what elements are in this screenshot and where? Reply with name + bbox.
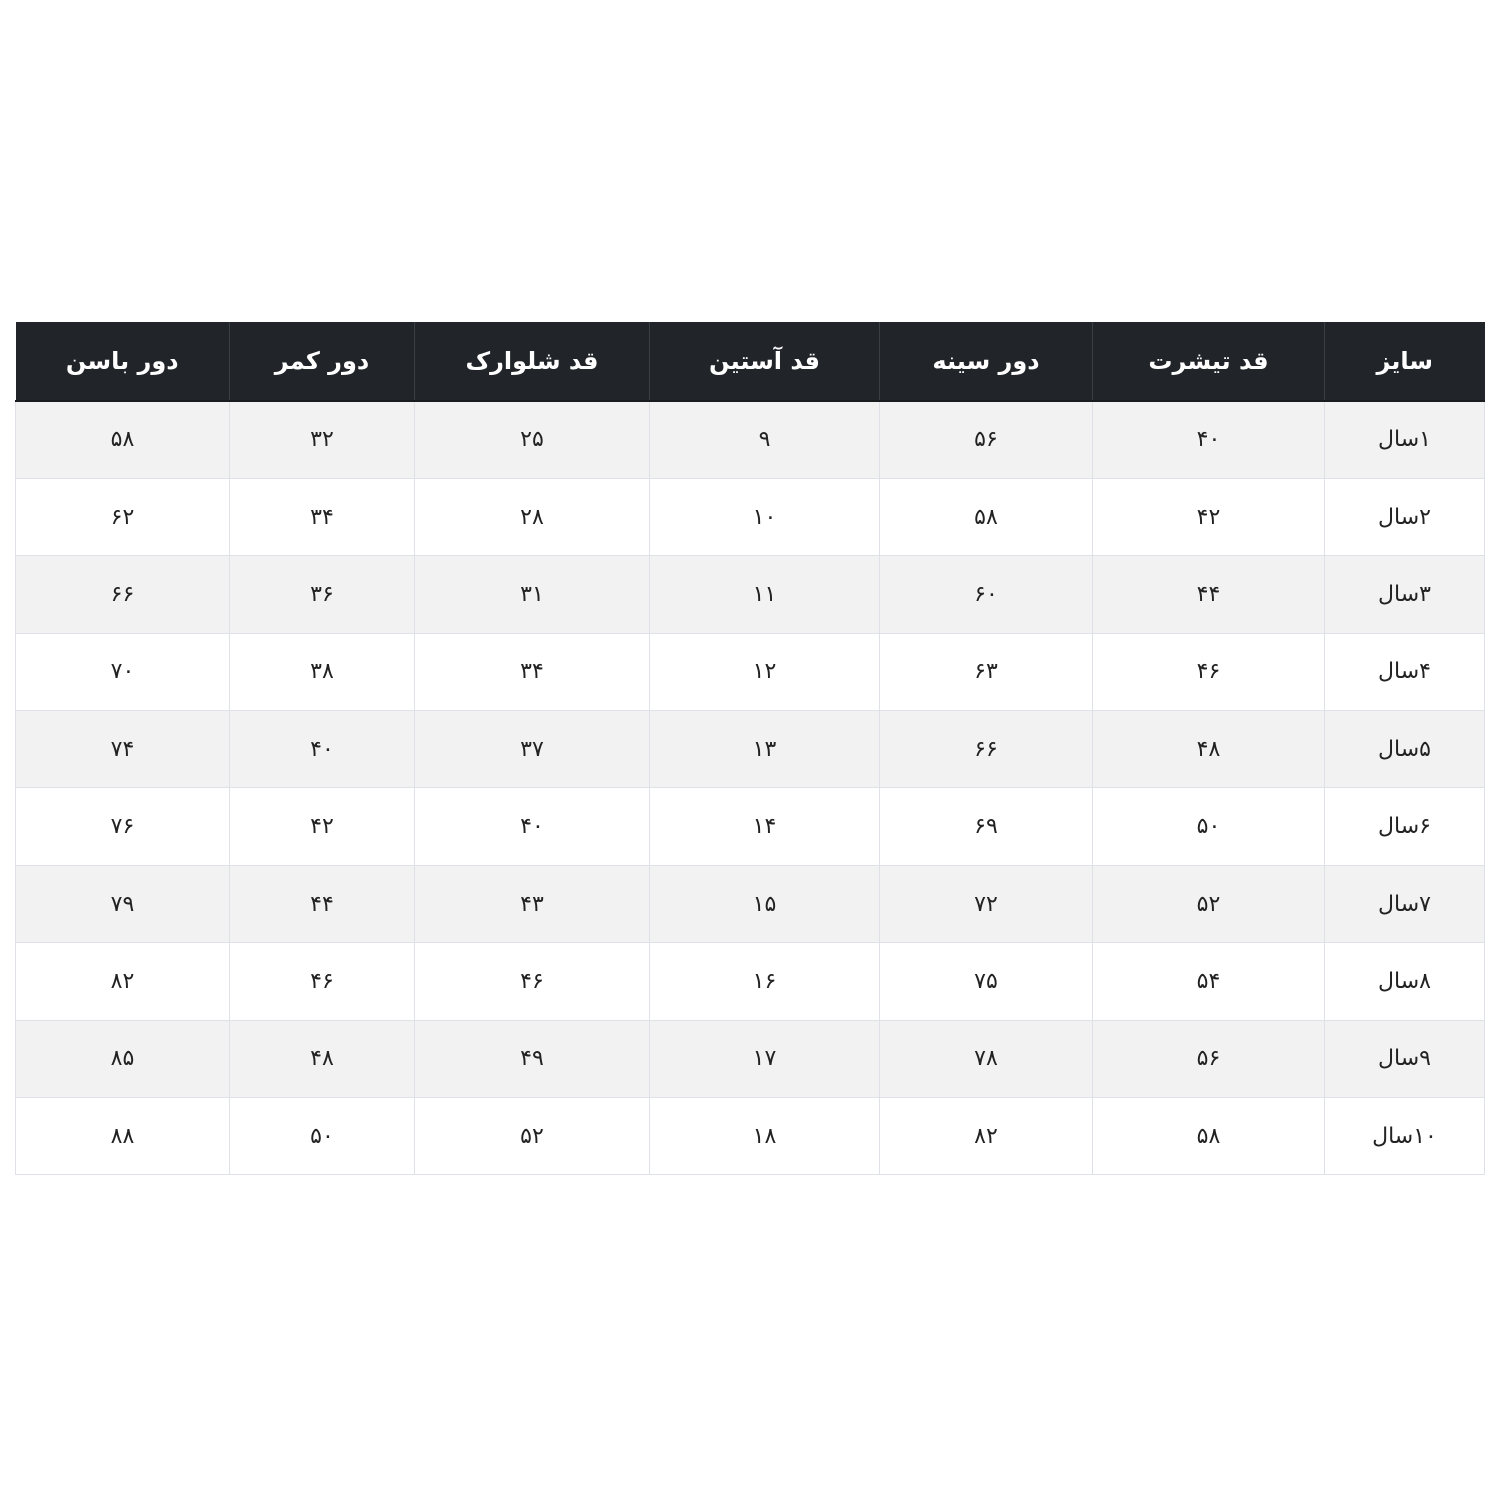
cell-size: ۲سال: [1325, 478, 1485, 555]
cell-size: ۱۰سال: [1325, 1098, 1485, 1175]
cell-sleeve-length: ۱۱: [650, 556, 880, 633]
cell-waist: ۳۸: [230, 633, 415, 710]
cell-shorts-length: ۴۹: [415, 1020, 650, 1097]
cell-sleeve-length: ۱۶: [650, 943, 880, 1020]
cell-shorts-length: ۴۶: [415, 943, 650, 1020]
cell-shorts-length: ۳۷: [415, 711, 650, 788]
table-header: [16, 322, 1485, 401]
cell-tshirt-length: ۵۲: [1093, 865, 1325, 942]
cell-hip: ۶۶: [16, 556, 230, 633]
cell-tshirt-length: ۴۰: [1093, 401, 1325, 478]
header-shorts-length: قد شلوارک: [415, 322, 650, 401]
cell-shorts-length: ۲۸: [415, 478, 650, 555]
cell-hip: ۵۸: [16, 401, 230, 478]
cell-hip: ۷۶: [16, 788, 230, 865]
cell-waist: ۴۶: [230, 943, 415, 1020]
cell-shorts-length: ۳۱: [415, 556, 650, 633]
table-row: [16, 788, 1485, 865]
cell-waist: ۳۶: [230, 556, 415, 633]
cell-sleeve-length: ۹: [650, 401, 880, 478]
header-chest: دور سینه: [880, 322, 1093, 401]
cell-sleeve-length: ۱۸: [650, 1098, 880, 1175]
cell-sleeve-length: ۱۵: [650, 865, 880, 942]
cell-sleeve-length: ۱۳: [650, 711, 880, 788]
cell-chest: ۷۲: [880, 865, 1093, 942]
cell-tshirt-length: ۵۴: [1093, 943, 1325, 1020]
table-row: [16, 711, 1485, 788]
cell-shorts-length: ۲۵: [415, 401, 650, 478]
table-row: [16, 633, 1485, 710]
cell-chest: ۶۶: [880, 711, 1093, 788]
header-waist: دور کمر: [230, 322, 415, 401]
cell-shorts-length: ۳۴: [415, 633, 650, 710]
cell-chest: ۸۲: [880, 1098, 1093, 1175]
cell-sleeve-length: ۱۲: [650, 633, 880, 710]
header-sleeve-length: قد آستین: [650, 322, 880, 401]
cell-sleeve-length: ۱۷: [650, 1020, 880, 1097]
cell-size: ۸سال: [1325, 943, 1485, 1020]
cell-hip: ۸۸: [16, 1098, 230, 1175]
cell-chest: ۶۰: [880, 556, 1093, 633]
cell-sleeve-length: ۱۰: [650, 478, 880, 555]
header-size: سایز: [1325, 322, 1485, 401]
cell-waist: ۵۰: [230, 1098, 415, 1175]
cell-waist: ۴۲: [230, 788, 415, 865]
cell-waist: ۴۸: [230, 1020, 415, 1097]
cell-chest: ۵۶: [880, 401, 1093, 478]
cell-tshirt-length: ۴۶: [1093, 633, 1325, 710]
cell-tshirt-length: ۴۸: [1093, 711, 1325, 788]
cell-size: ۴سال: [1325, 633, 1485, 710]
cell-size: ۹سال: [1325, 1020, 1485, 1097]
cell-hip: ۷۴: [16, 711, 230, 788]
cell-tshirt-length: ۴۴: [1093, 556, 1325, 633]
cell-chest: ۷۸: [880, 1020, 1093, 1097]
cell-size: ۱سال: [1325, 401, 1485, 478]
size-chart-table: [15, 322, 1485, 1175]
cell-waist: ۳۲: [230, 401, 415, 478]
cell-hip: ۷۹: [16, 865, 230, 942]
cell-chest: ۷۵: [880, 943, 1093, 1020]
cell-chest: ۶۹: [880, 788, 1093, 865]
cell-waist: ۴۰: [230, 711, 415, 788]
cell-chest: ۵۸: [880, 478, 1093, 555]
cell-shorts-length: ۵۲: [415, 1098, 650, 1175]
cell-size: ۳سال: [1325, 556, 1485, 633]
table-row: [16, 943, 1485, 1020]
header-hip: دور باسن: [16, 322, 230, 401]
table-row: [16, 1098, 1485, 1175]
cell-hip: ۸۲: [16, 943, 230, 1020]
table-row: [16, 478, 1485, 555]
header-row: [16, 322, 1485, 401]
table-row: [16, 1020, 1485, 1097]
cell-shorts-length: ۴۳: [415, 865, 650, 942]
cell-tshirt-length: ۵۰: [1093, 788, 1325, 865]
cell-shorts-length: ۴۰: [415, 788, 650, 865]
cell-chest: ۶۳: [880, 633, 1093, 710]
cell-hip: ۷۰: [16, 633, 230, 710]
table-body: [16, 401, 1485, 1175]
cell-hip: ۶۲: [16, 478, 230, 555]
table-row: [16, 556, 1485, 633]
cell-size: ۷سال: [1325, 865, 1485, 942]
cell-sleeve-length: ۱۴: [650, 788, 880, 865]
table-row: [16, 865, 1485, 942]
cell-tshirt-length: ۵۸: [1093, 1098, 1325, 1175]
cell-size: ۵سال: [1325, 711, 1485, 788]
cell-waist: ۴۴: [230, 865, 415, 942]
table-row: [16, 401, 1485, 478]
header-tshirt-length: قد تیشرت: [1093, 322, 1325, 401]
cell-size: ۶سال: [1325, 788, 1485, 865]
cell-tshirt-length: ۵۶: [1093, 1020, 1325, 1097]
cell-hip: ۸۵: [16, 1020, 230, 1097]
cell-waist: ۳۴: [230, 478, 415, 555]
cell-tshirt-length: ۴۲: [1093, 478, 1325, 555]
